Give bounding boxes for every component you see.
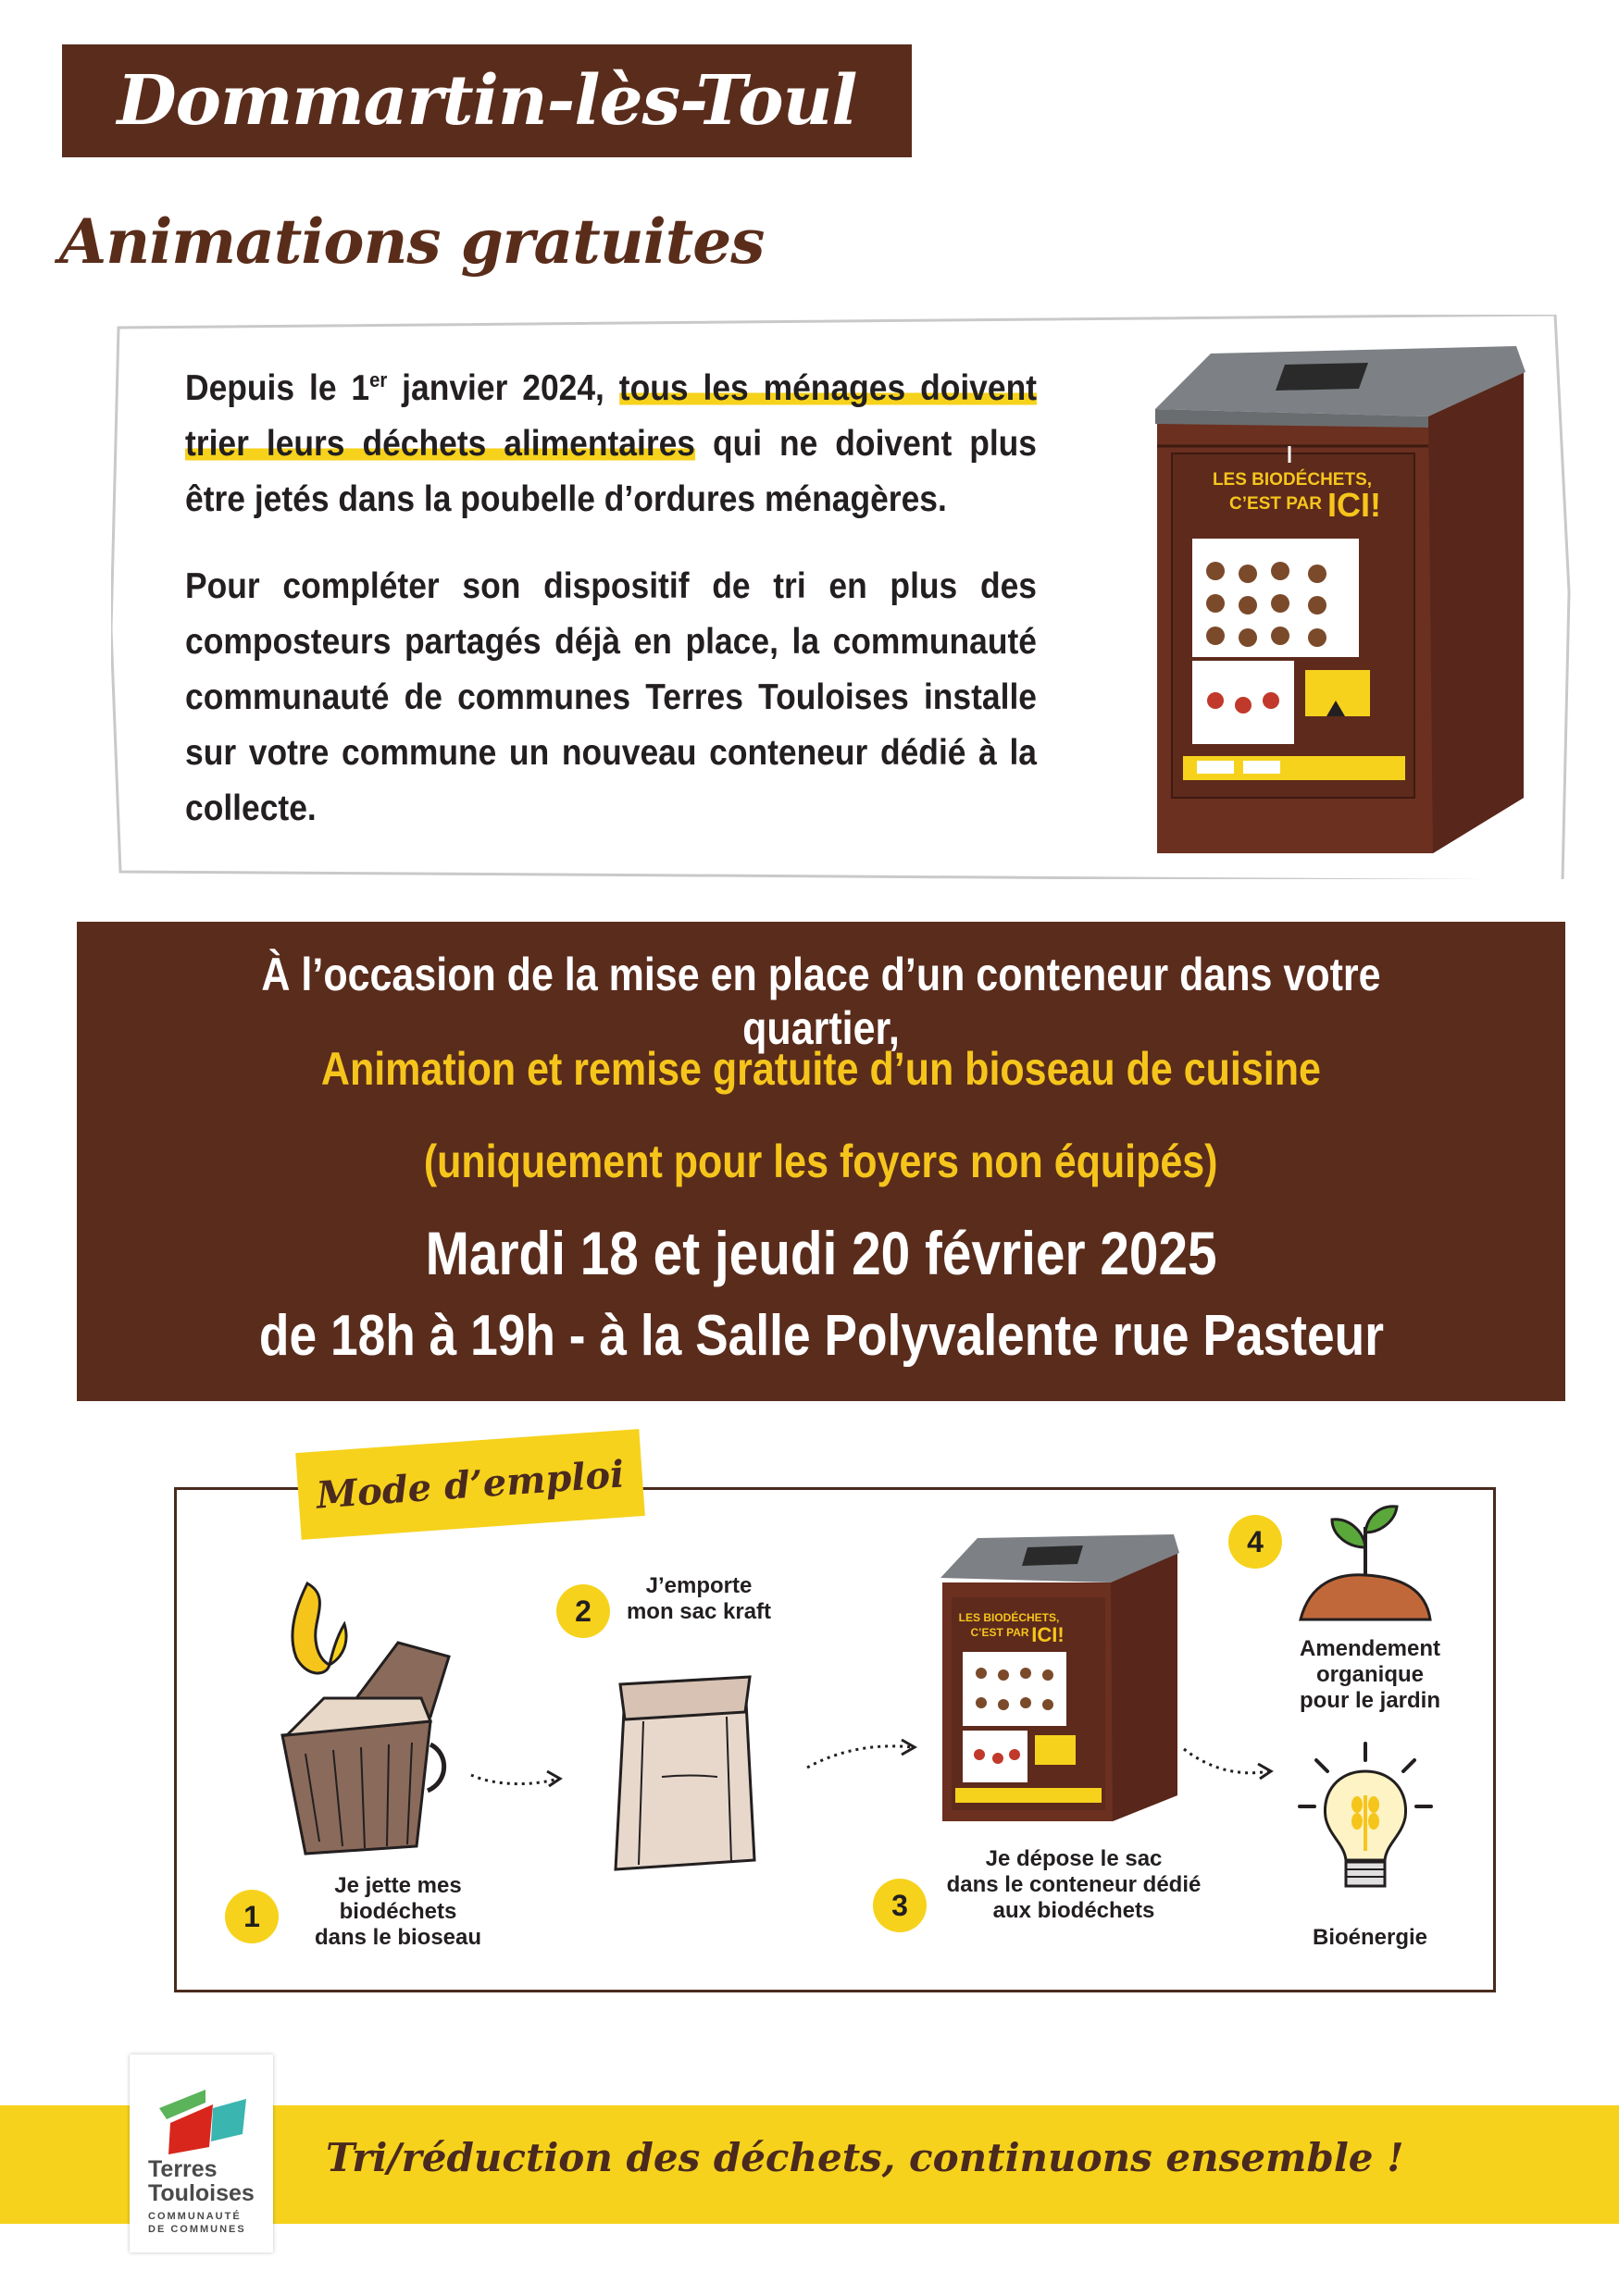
bioenergy-caption: Bioénergie (1312, 1925, 1428, 1950)
step-2-caption: J’emporte mon sac kraft (626, 1573, 772, 1624)
bulb-icon (1296, 1740, 1435, 1906)
plant-soil-icon (1291, 1490, 1439, 1629)
page-title: Dommartin-lès-Toul (117, 61, 857, 141)
page-title-banner (62, 44, 912, 157)
container-small-sign-3: ICI! (1031, 1623, 1065, 1646)
step-4-number: 4 (1228, 1515, 1282, 1569)
step-2-number: 2 (556, 1584, 610, 1638)
arrow-1-icon (467, 1758, 569, 1795)
container-sign-line-3: ICI! (1327, 486, 1381, 524)
bioseau-icon (268, 1569, 454, 1855)
container-small-icon (935, 1527, 1185, 1823)
biowaste-container-illustration (1146, 335, 1535, 863)
page-subtitle: Animations gratuites (59, 205, 765, 278)
logo-name: Terres Touloises (148, 2156, 255, 2206)
footer-slogan: Tri/réduction des déchets, continuons ensemble ! (326, 2135, 1404, 2180)
intro-highlight-1: tous les ménages doivent (618, 368, 1038, 408)
step-4-caption: Amendement organique pour le jardin (1299, 1636, 1441, 1713)
intro-text (185, 361, 1037, 868)
kraft-bag-icon (606, 1666, 764, 1879)
intro-highlight-2: trier leurs déchets alimentaires (185, 424, 696, 464)
event-date: Mardi 18 et jeudi 20 février 2025 (425, 1219, 1217, 1287)
event-intro: À l’occasion de la mise en place d’un conteneur dans votre quartier, (261, 949, 1381, 1054)
logo-mark-icon (150, 2082, 252, 2156)
logo-subtitle: COMMUNAUTÉ DE COMMUNES (148, 2211, 246, 2235)
event-box (77, 922, 1565, 1401)
step-3-number: 3 (873, 1879, 927, 1932)
intro-paragraph-2: Pour compléter son dispositif de tri en plus des composteurs partagés déjà en place, la communauté communauté de communes Terres Touloises installe sur votre commune un nouveau conteneur dédié à la collecte. (185, 566, 1037, 828)
event-animation: Animation et remise gratuite d’un bioseau de cuisine (321, 1043, 1321, 1095)
step-1-caption: Je jette mes biodéchets dans le bioseau (314, 1873, 482, 1950)
container-small-sign-1: LES BIODÉCHETS, (958, 1611, 1060, 1624)
container-small-sign-2: C’EST PAR (970, 1626, 1029, 1639)
mode-emploi-tag: Mode d’emploi (295, 1429, 645, 1540)
intro-paragraph-1: Depuis le 1er janvier 2024, tous les ménages doivent trier leurs déchets alimentaires qui ne doivent plus être jetés dans la poubelle d’ordures ménagères. (185, 368, 1038, 519)
event-note: (uniquement pour les foyers non équipés) (424, 1136, 1218, 1187)
step-1-number: 1 (225, 1890, 279, 1943)
container-sign-line-1: LES BIODÉCHETS, (1212, 470, 1373, 490)
container-sign-line-2: C’EST PAR (1229, 494, 1322, 514)
event-time-place: de 18h à 19h - à la Salle Polyvalente rue Pasteur (258, 1304, 1384, 1368)
step-3-caption: Je dépose le sac dans le conteneur dédié aux biodéchets (946, 1846, 1202, 1923)
arrow-3-icon (1180, 1740, 1282, 1786)
arrow-2-icon (803, 1731, 924, 1777)
